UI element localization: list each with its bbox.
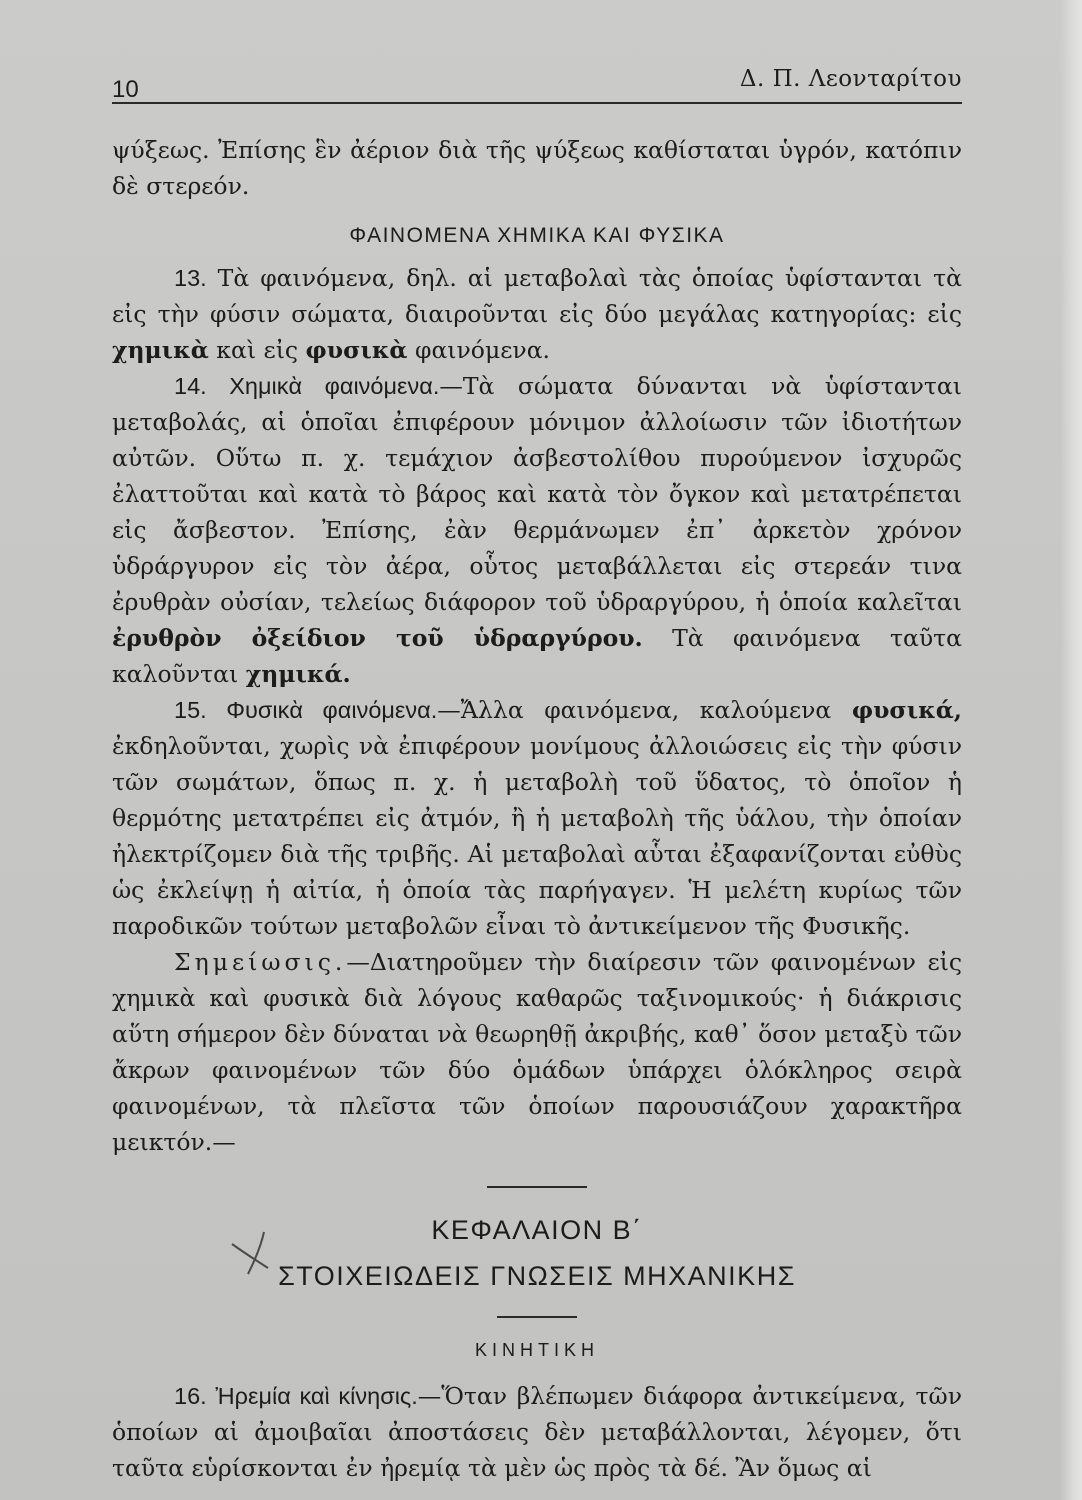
section-title: ΦΑΙΝΟΜΕΝΑ ΧΗΜΙΚΑ ΚΑΙ ΦΥΣΙΚΑ xyxy=(349,224,725,247)
paragraph-15 xyxy=(112,692,962,944)
paragraph-text: Τὰ φαινόμενα, δηλ. αἱ μεταβολαὶ τὰς ὁποίας ὑφίστανται τὰ εἰς τὴν φύσιν σώματα, διαιροῦνται εἰς δύο μεγάλας κατηγορίας: εἰς xyxy=(112,264,962,328)
note-label: Σημείωσις. xyxy=(174,948,347,976)
paragraph-16 xyxy=(112,1378,962,1486)
paragraph-heading: Χημικὰ φαινόμενα. xyxy=(206,373,440,399)
chapter-title: ΣΤΟΙΧΕΙΩΔΕΙΣ ΓΝΩΣΕΙΣ ΜΗΧΑΝΙΚΗΣ xyxy=(278,1261,796,1291)
paragraph-14 xyxy=(112,368,962,692)
intro-paragraph: ψύξεως. Ἐπίσης ἓν ἀέριον διὰ τῆς ψύξεως καθίσταται ὑγρόν, κατόπιν δὲ στερεόν. xyxy=(112,136,962,200)
paragraph-number: 13. xyxy=(174,265,207,291)
paragraph-number: 14. xyxy=(174,373,207,399)
running-head-author: Δ. Π. Λεονταρίτου xyxy=(739,66,962,92)
paragraph-text: —Τὰ σώματα δύνανται νὰ ὑφίστανται μεταβολάς, αἱ ὁποῖαι ἐπιφέρουν μόνιμον ἀλλοίωσιν τῶν ἰδιοτήτων αὐτῶν. Οὕτω π. χ. τεμάχιον ἀσβεστολίθου πυρούμενον ἰσχυρῶς ἐλαττοῦται καὶ κατὰ τὸ βάρος καὶ κατὰ τὸν ὄγκον καὶ μετατρέπεται εἰς ἄσβεστον. Ἐπίσης, ἐὰν θερμάνωμεν ἐπ᾿ ἀρκετὸν χρόνον ὑδράργυρον εἰς τὸν ἀέρα, οὗτος μεταβάλλεται εἰς στερεάν τινα ἐρυθρὰν οὐσίαν, τελείως διάφορον τοῦ ὑδραργύρου, ἡ ὁποία καλεῖται xyxy=(112,372,962,616)
note-text: —Διατηροῦμεν τὴν διαίρεσιν τῶν φαινομένων εἰς χημικὰ καὶ φυσικὰ διὰ λόγους καθαρῶς ταξινομικούς· ἡ διάκρισις αὕτη σήμερον δὲν δύναται νὰ θεωρηθῇ ἀκριβής, καθ᾿ ὅσον μεταξὺ τῶν ἄκρων φαινομένων τῶν δύο ὁμάδων ὑπάρχει ὁλόκληρος σειρὰ φαινομένων, τὰ πλεῖστα τῶν ὁποίων παρουσιάζουν χαρακτῆρα μεικτόν.— xyxy=(112,948,962,1156)
paragraph-text: —Ὅταν βλέπωμεν διάφορα ἀντικείμενα, τῶν ὁποίων αἱ ἀμοιβαῖαι ἀποστάσεις δὲν μεταβάλλονται, λέγομεν, ὅτι ταῦτα εὑρίσκονται ἐν ἠρεμίᾳ τὰ μὲν ὡς πρὸς τὰ δέ. Ἂν ὅμως αἱ xyxy=(112,1382,963,1482)
paragraph-text: Τὰ φαινόμενα ταῦτα καλοῦνται xyxy=(112,624,962,688)
paragraph-13 xyxy=(112,260,962,368)
note-paragraph xyxy=(112,944,962,1160)
paragraph-heading: Ἠρεμία καὶ κίνησις. xyxy=(206,1383,418,1409)
paragraph-text: ἐκδηλοῦνται, χωρὶς νὰ ἐπιφέρουν μονίμους ἀλλοιώσεις εἰς τὴν φύσιν τῶν σωμάτων, ὅπως π. χ. ἡ μεταβολὴ τοῦ ὕδατος, τὸ ὁποῖον ἡ θερμότης μετατρέπει εἰς ἀτμόν, ἢ ἡ μεταβολὴ τῆς ὑάλου, τὴν ὁποίαν ἠλεκτρίζομεν διὰ τῆς τριβῆς. Αἱ μεταβολαὶ αὗται ἐξαφανίζονται εὐθὺς ὡς ἐκλείψῃ ἡ αἰτία, ἡ ὁποία τὰς παρήγαγεν. Ἡ μελέτη κυρίως τῶν παροδικῶν τούτων μεταβολῶν εἶναι τὸ ἀντικείμενον τῆς Φυσικῆς. xyxy=(112,732,962,940)
bold-term: ἐρυθρὸν ὀξείδιον τοῦ ὑδραργύρου. xyxy=(112,624,643,652)
chapter-label: ΚΕΦΑΛΑΙΟΝ Β΄ xyxy=(431,1215,643,1245)
paragraph-number: 15. xyxy=(174,697,207,723)
page-header xyxy=(112,62,962,104)
bold-term: χημικά. xyxy=(245,660,351,688)
paragraph-number: 16. xyxy=(174,1383,207,1409)
paragraph-text: φαινόμενα. xyxy=(407,336,551,364)
divider-rule-short xyxy=(497,1316,577,1318)
page-number: 10 xyxy=(112,76,139,103)
paragraph-text: —Ἄλλα φαινόμενα, καλούμενα xyxy=(437,696,852,724)
section-subtitle: ΚΙΝΗΤΙΚΗ xyxy=(474,1340,599,1360)
paragraph-heading: Φυσικὰ φαινόμενα. xyxy=(206,697,438,723)
divider-rule xyxy=(487,1186,587,1188)
bold-term: φυσικά, xyxy=(851,696,962,724)
body-text xyxy=(112,132,962,1486)
bold-term: φυσικὰ xyxy=(305,336,408,364)
pencil-mark-icon xyxy=(226,1224,282,1280)
paragraph-text: καὶ εἰς xyxy=(208,336,306,364)
bold-term: χημικὰ xyxy=(112,336,209,364)
